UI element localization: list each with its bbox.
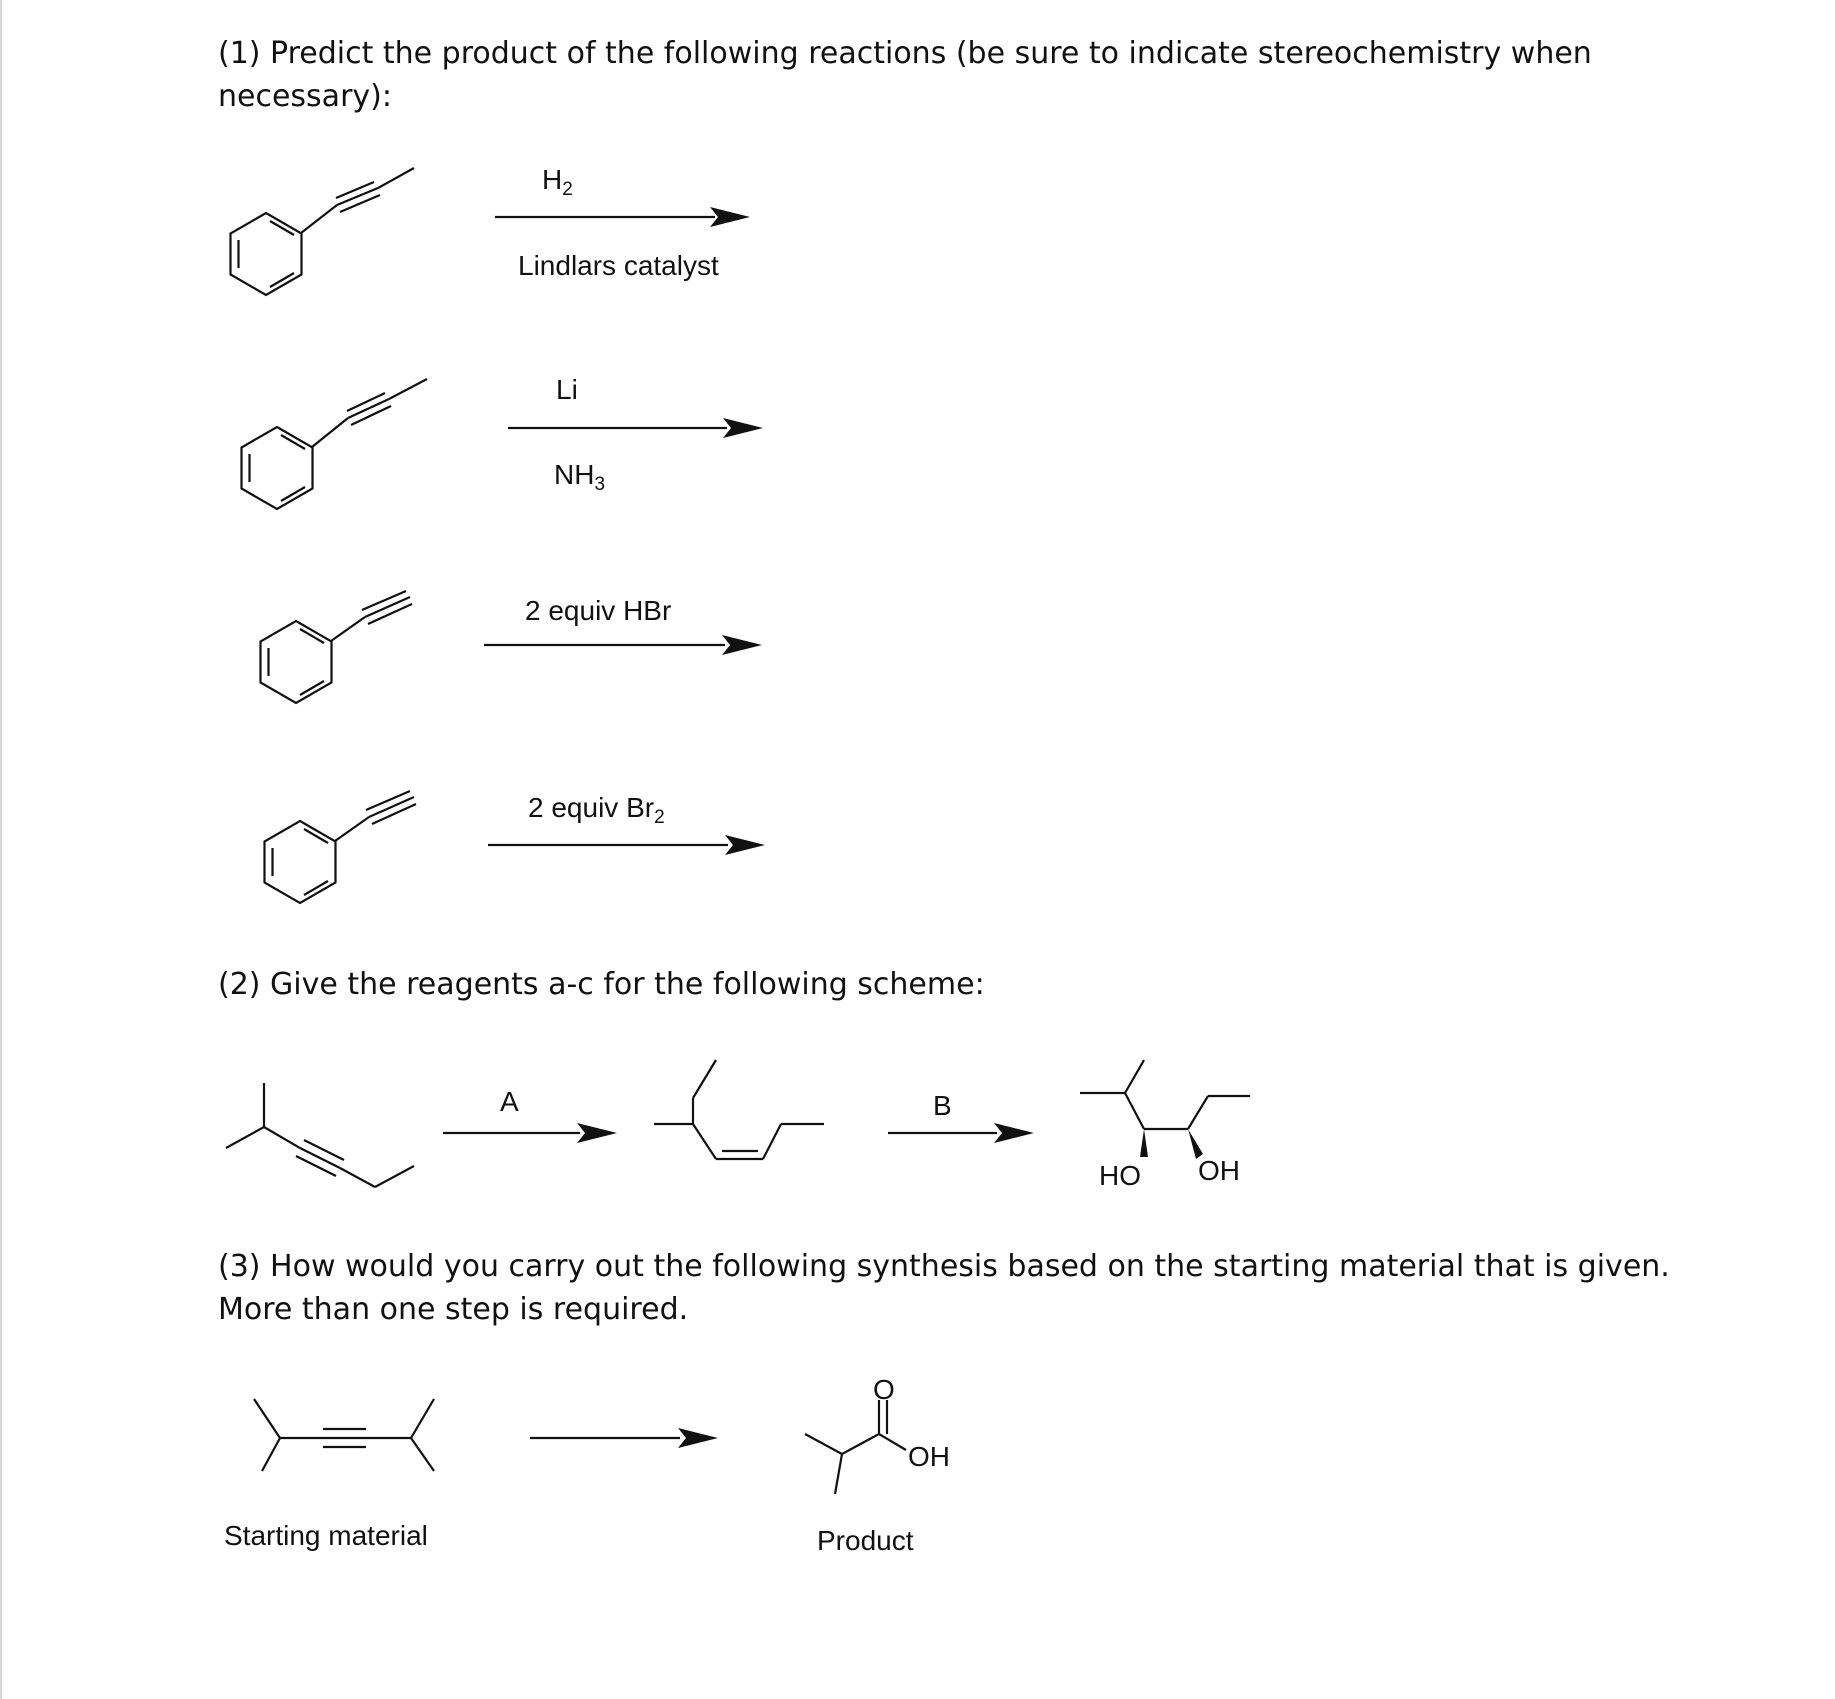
reaction-2-reagent-above: Li bbox=[556, 374, 578, 405]
question-2-text: (2) Give the reagents a-c for the following scheme: bbox=[218, 967, 985, 1002]
reaction-1-reactant bbox=[231, 168, 415, 295]
question-3-line-2: More than one step is required. bbox=[218, 1292, 689, 1327]
scheme-alkyne bbox=[226, 1083, 414, 1187]
reaction-1-arrow bbox=[495, 207, 750, 227]
q3-starting-alkyne bbox=[254, 1399, 434, 1471]
q3-arrow bbox=[530, 1428, 718, 1448]
scheme-arrow-b bbox=[888, 1123, 1034, 1143]
q3-product-acid bbox=[805, 1400, 906, 1494]
reaction-2-reactant bbox=[242, 379, 428, 509]
acid-oxygen-label: O bbox=[873, 1374, 895, 1405]
reaction-4-arrow bbox=[488, 835, 765, 855]
reaction-3-arrow bbox=[484, 635, 762, 655]
reaction-2-reagent-below: $NH_3$ bbox=[554, 459, 606, 495]
acid-hydroxyl-label: OH bbox=[908, 1441, 950, 1472]
scheme-label-a: A bbox=[500, 1086, 519, 1117]
reaction-2-arrow bbox=[508, 418, 763, 438]
diol-label-oh: OH bbox=[1198, 1155, 1240, 1186]
scheme-cis-alkene bbox=[654, 1060, 824, 1159]
scheme-arrow-a bbox=[443, 1123, 617, 1143]
scheme-label-b: B bbox=[933, 1090, 952, 1121]
reaction-1-reagent-above: $H_2$ bbox=[542, 164, 573, 200]
reaction-3-reactant bbox=[261, 591, 413, 703]
product-label: Product bbox=[817, 1525, 914, 1556]
reaction-3-reagent-above: 2 equiv HBr bbox=[525, 595, 672, 626]
reaction-4-reactant bbox=[265, 791, 417, 903]
diol-label-ho: HO bbox=[1099, 1160, 1141, 1191]
question-1-line-2: necessary): bbox=[218, 79, 392, 114]
starting-material-label: Starting material bbox=[224, 1520, 428, 1551]
question-1-line-1: (1) Predict the product of the following reactions (be sure to indicate stereochemistry when bbox=[218, 36, 1592, 71]
reaction-1-reagent-below: Lindlars catalyst bbox=[518, 250, 719, 281]
question-3-line-1: (3) How would you carry out the following synthesis based on the starting material that is given. bbox=[218, 1249, 1670, 1284]
scheme-diol bbox=[1080, 1060, 1250, 1159]
reaction-4-reagent-above: 2 equiv $Br_2$ bbox=[528, 792, 665, 828]
